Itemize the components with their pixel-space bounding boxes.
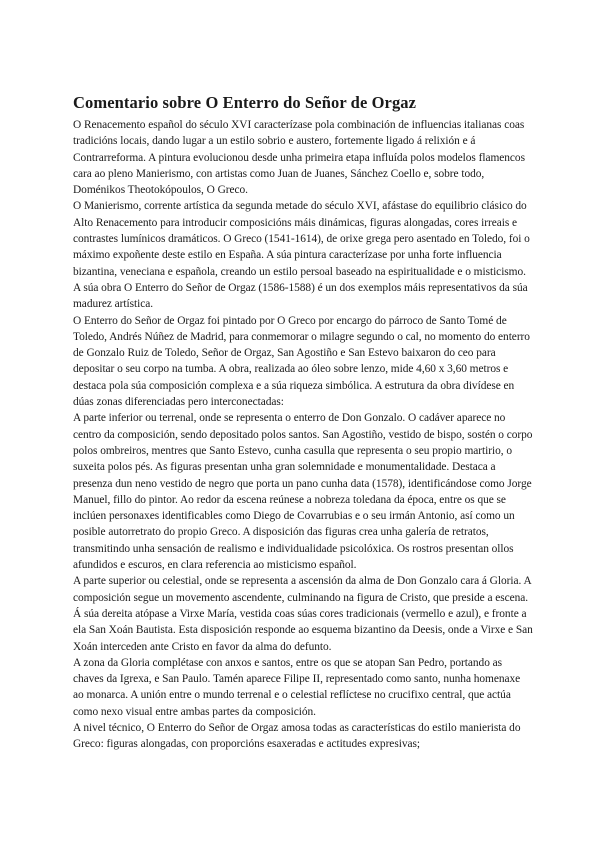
paragraph-encargo: O Enterro do Señor de Orgaz foi pintado por O Greco por encargo do párroco de Santo Tomé de Toledo, Andrés Núñez de Madrid, para conmemorar o milagre segundo o cal, no momento do enterro de Gonzalo Ruiz de Toledo, Señor de Orgaz, San Agostiño e San Estevo baixaron do ceo para depositar o seu corpo na tumba. A obra, realizada ao óleo sobre lenzo, mide 4,60 x 3,60 metros e destaca pola súa composición complexa e a súa riqueza simbólica. A estrutura da obra divídese en dúas zonas diferenciadas pero interconectadas: (73, 314, 530, 409)
document-title: Comentario sobre O Enterro do Señor de Orgaz (73, 93, 417, 112)
document-page (73, 93, 533, 753)
paragraph-manierismo: O Manierismo, corrente artística da segunda metade do século XVI, afástase do equilibrio clásico do Alto Renacemento para introducir composicións máis dinámicas, figuras alongadas, cores irreais e contrastes lumínicos dramáticos. O Greco (1541-1614), de orixe grega pero asentado en Toledo, foi o máximo expoñente deste estilo en España. A súa pintura caracterízase por unha forte influencia bizantina, veneciana e española, creando un estilo persoal baseado na espiritualidade e o misticismo. A súa obra O Enterro do Señor de Orgaz (1586-1588) é un dos exemplos máis representativos da súa madurez artística. (73, 200, 530, 311)
paragraph-parte-inferior: A parte inferior ou terrenal, onde se representa o enterro de Don Gonzalo. O cadáver aparece no centro da composición, sendo depositado polos santos. San Agostiño, vestido de bispo, sostén o corpo polos ombreiros, mentres que Santo Estevo, cunha casulla que representa o seu propio martirio, o suxeita polos pés. As figuras presentan unha gran solemnidade e monumentalidade. Destaca a presenza dun neno vestido de negro que porta un pano cunha data (1578), identificándose como Jorge Manuel, fillo do pintor. Ao redor da escena reúnese a nobreza toledana da época, entre os que se inclúen personaxes identificables como Diego de Covarrubias e o seu irmán Antonio, así como un posible autorretrato do propio Greco. A disposición das figuras crea unha galería de retratos, transmitindo unha sensación de realismo e individualidade psicolóxica. Os rostros presentan ollos afundidos e escuros, en clara referencia ao misticismo español. (73, 412, 533, 572)
paragraph-gloria: A zona da Gloria complétase con anxos e santos, entre os que se atopan San Pedro, portando as chaves da Igrexa, e San Paulo. Tamén aparece Filipe II, representado como santo, nunha homenaxe ao monarca. A unión entre o mundo terrenal e o celestial reflíctese no crucifixo central, que actúa como nexo visual entre ambas partes da composición. (73, 656, 521, 718)
paragraph-renacemento: O Renacemento español do século XVI caracterízase pola combinación de influencias italianas coas tradicións locais, dando lugar a un estilo sobrio e austero, fortemente ligado á relixión e á Contrarreforma. A pintura evolucionou desde unha primeira etapa influída polos modelos flamencos cara ao pleno Manierismo, con artistas como Juan de Juanes, Sánchez Coello e, sobre todo, Doménikos Theotokópoulos, O Greco. (73, 119, 525, 197)
paragraph-tecnica: A nivel técnico, O Enterro do Señor de Orgaz amosa todas as características do estilo manierista do Greco: figuras alongadas, con proporcións esaxeradas e actitudes expresivas; (73, 721, 521, 751)
paragraph-parte-superior: A parte superior ou celestial, onde se representa a ascensión da alma de Don Gonzalo cara á Gloria. A composición segue un movemento ascendente, culminando na figura de Cristo, que preside a escena. Á súa dereita atópase a Virxe María, vestida coas súas cores tradicionais (vermello e azul), e fronte a ela San Xoán Bautista. Esta disposición responde ao esquema bizantino da Deesis, onde a Virxe e San Xoán interceden ante Cristo en favor da alma do defunto. (73, 575, 533, 653)
